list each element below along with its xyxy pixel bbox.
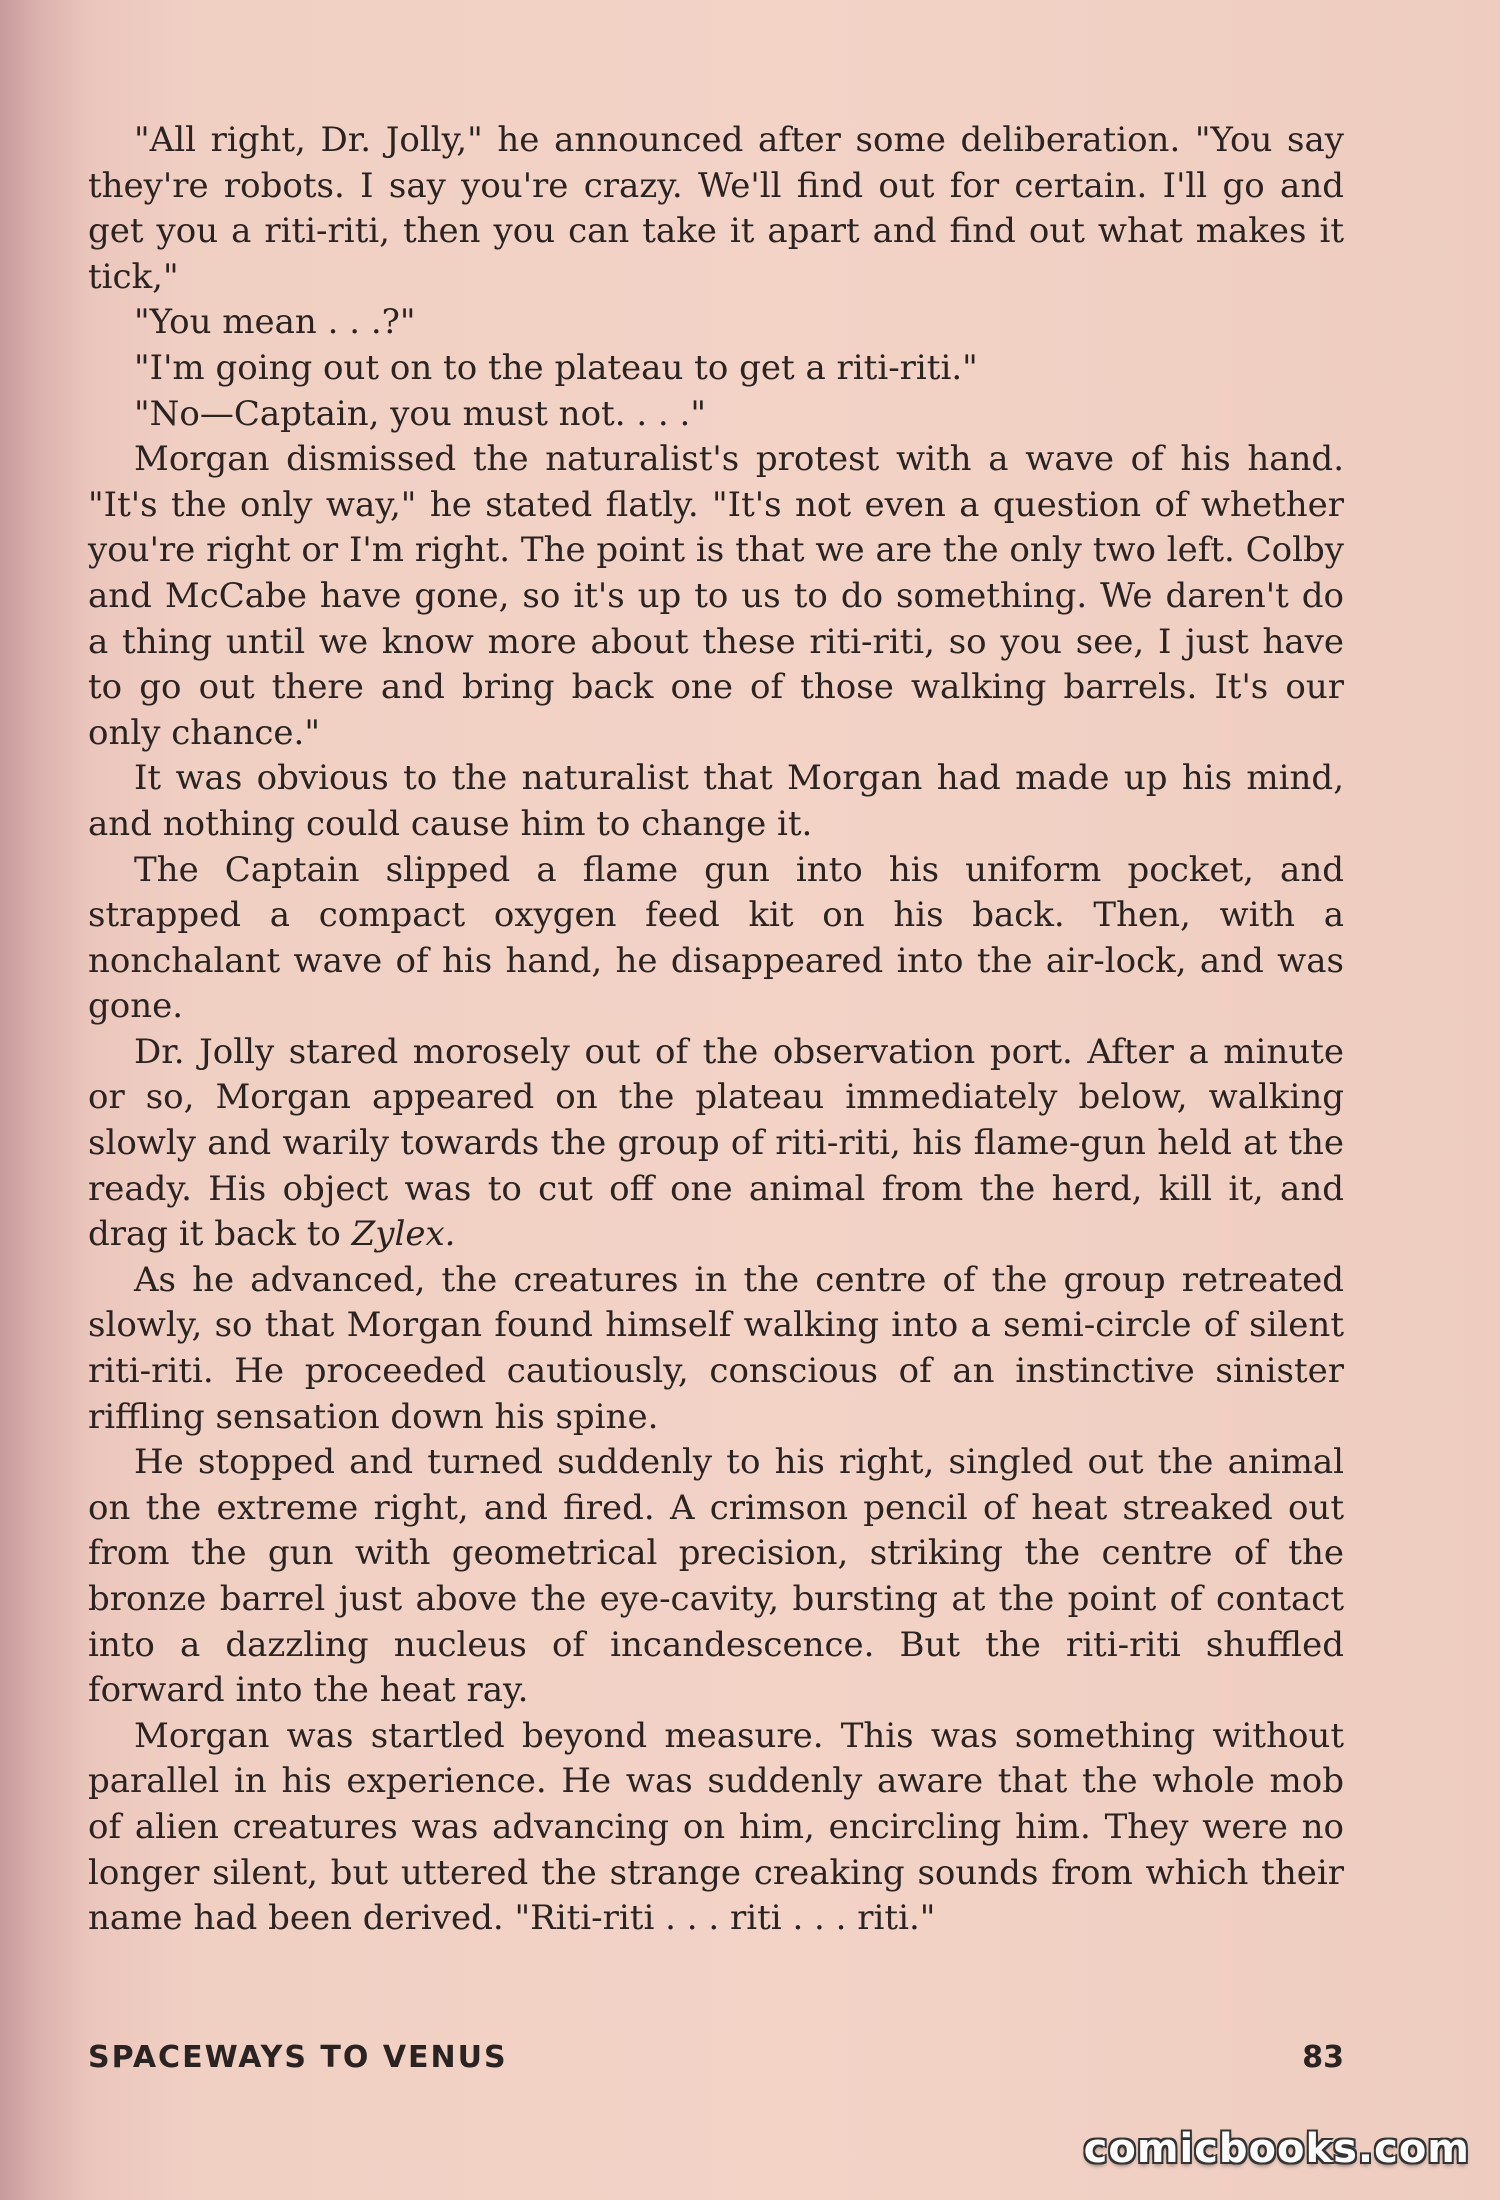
watermark: comicbooks.com bbox=[1083, 2126, 1470, 2172]
paragraph-11: Morgan was startled beyond measure. This was something without parallel in his experience. He was suddenly aware that the whole mob of alien creatures was advancing on him, encircling him. They were no longer silent, but uttered the strange creaking sounds from which their name had been derived. "Riti-riti . . . riti . . . riti." bbox=[88, 1715, 1344, 1939]
paragraph-5: Morgan dismissed the naturalist's protest with a wave of his hand. "It's the only way," he stated flatly. "It's not even a question of whether you're right or I'm right. The point is that we are the only two left. Colby and McCabe have gone, so it's up to us to do something. We daren't do a thing until we know more about these riti-riti, so you see, I just have to go out there and bring back one of those walking barrels. It's our only chance." bbox=[88, 439, 1344, 753]
paragraph-2: "You mean . . .?" bbox=[134, 302, 416, 343]
paragraph-3: "I'm going out on to the plateau to get a riti-riti." bbox=[134, 347, 978, 388]
paragraph-10: He stopped and turned suddenly to his right, singled out the animal on the extreme right, and fired. A crimson pencil of heat streaked out from the gun with geometrical precision, striking the centre of the bronze barrel just above the eye-cavity, bursting at the point of contact into a dazzling nucleus of incandescence. But the riti-riti shuffled forward into the heat ray. bbox=[88, 1442, 1344, 1711]
page-number: 83 bbox=[1302, 2040, 1344, 2075]
paragraph-7: The Captain slipped a flame gun into his uniform pocket, and strapped a compact oxygen feed kit on his back. Then, with a nonchalant wave of his hand, he disappeared into the air-lock, and was gone. bbox=[88, 849, 1344, 1027]
paragraph-1: "All right, Dr. Jolly," he announced after some deliberation. "You say they're robots. I say you're crazy. We'll find out for certain. I'll go and get you a riti-riti, then you can take it apart and find out what makes it tick," bbox=[88, 120, 1344, 297]
running-title: SPACEWAYS TO VENUS bbox=[88, 2040, 508, 2075]
paragraph-6: It was obvious to the naturalist that Morgan had made up his mind, and nothing could cause him to change it. bbox=[88, 758, 1344, 844]
page-footer bbox=[88, 2040, 1344, 2080]
body-text bbox=[88, 118, 1344, 1942]
ship-name: Zylex. bbox=[351, 1214, 456, 1255]
paragraph-8 bbox=[88, 1030, 1344, 1258]
paragraph-8-text: Dr. Jolly stared morosely out of the observation port. After a minute or so, Morgan appeared on the plateau immediately below, walking slowly and warily towards the group of riti-riti, his flame-gun held at the ready. His object was to cut off one animal from the herd, kill it, and drag it back to bbox=[88, 1031, 1344, 1255]
paragraph-9: As he advanced, the creatures in the centre of the group retreated slowly, so that Morgan found himself walking into a semi-circle of silent riti-riti. He proceeded cautiously, conscious of an instinctive sinister riffling sensation down his spine. bbox=[88, 1259, 1344, 1437]
paragraph-4: "No—Captain, you must not. . . ." bbox=[134, 393, 706, 434]
